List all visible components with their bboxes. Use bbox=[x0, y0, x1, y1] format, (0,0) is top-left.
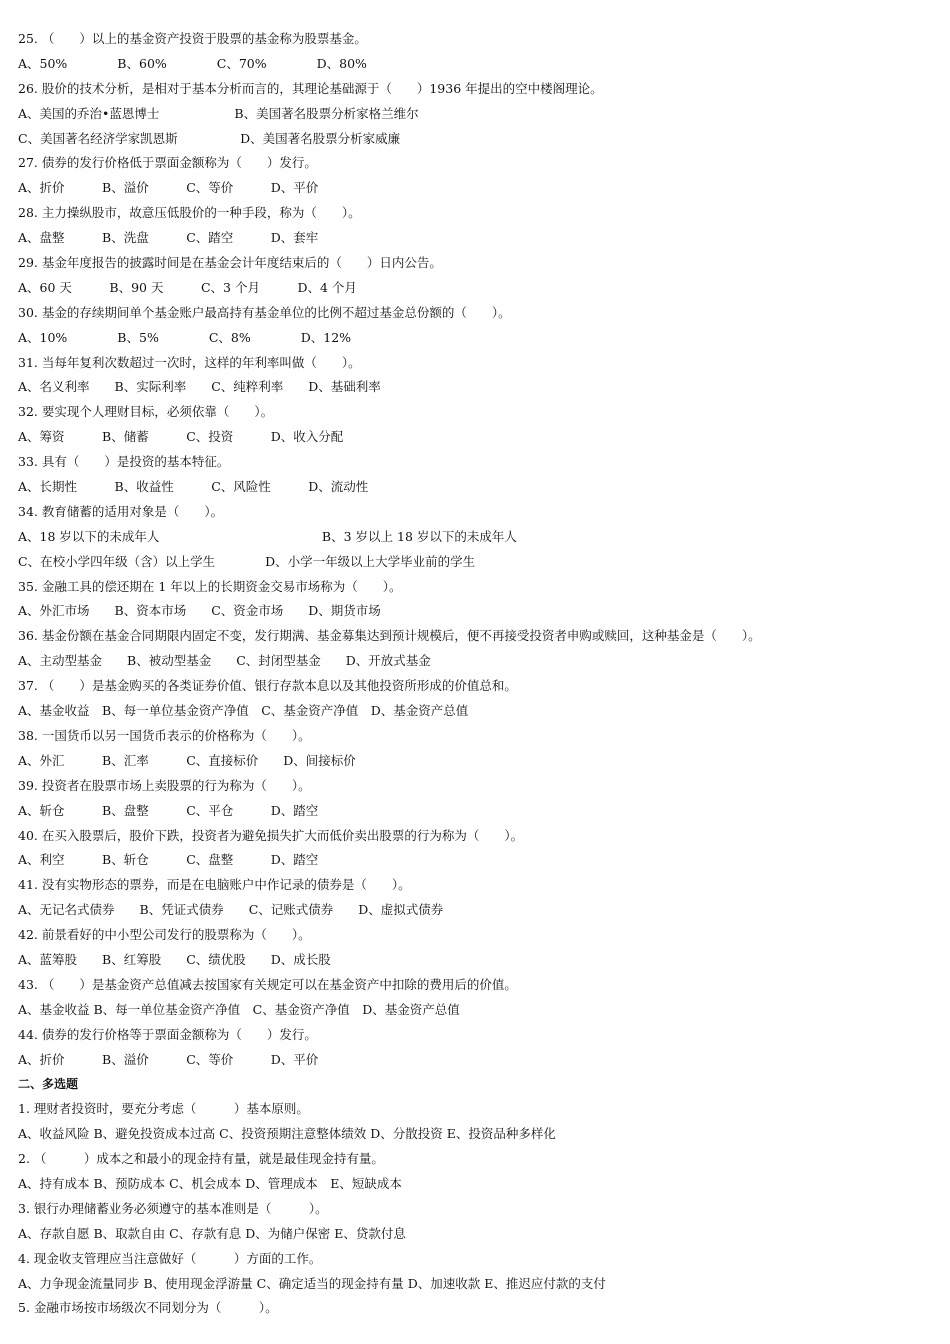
options-39: A、斩仓 B、盘整 C、平仓 D、踏空 bbox=[18, 802, 319, 818]
options-43: A、基金收益 B、每一单位基金资产净值 C、基金资产净值 D、基金资产总值 bbox=[18, 1001, 460, 1017]
question-37: 37. （ ）是基金购买的各类证券价值、银行存款本息以及其他投资所形成的价值总和。 bbox=[18, 678, 517, 694]
multi-options-1: A、收益风险 B、避免投资成本过高 C、投资预期注意整体绩效 D、分散投资 E、投资品种多样化 bbox=[18, 1126, 556, 1142]
question-44: 44. 债券的发行价格等于票面金额称为（ ）发行。 bbox=[18, 1026, 317, 1042]
options-34-cd: C、在校小学四年级（含）以上学生 D、小学一年级以上大学毕业前的学生 bbox=[18, 553, 476, 569]
question-42: 42. 前景看好的中小型公司发行的股票称为（ ）。 bbox=[18, 927, 311, 943]
options-31: A、名义利率 B、实际利率 C、纯粹利率 D、基础利率 bbox=[18, 379, 381, 395]
question-39: 39. 投资者在股票市场上卖股票的行为称为（ ）。 bbox=[18, 777, 311, 793]
multi-question-1: 1. 理财者投资时，要充分考虑（ ）基本原则。 bbox=[18, 1101, 309, 1117]
options-37: A、基金收益 B、每一单位基金资产净值 C、基金资产净值 D、基金资产总值 bbox=[18, 703, 469, 719]
multi-question-2: 2. （ ）成本之和最小的现金持有量，就是最佳现金持有量。 bbox=[18, 1151, 384, 1167]
options-26-ab: A、美国的乔治•蓝恩博士 B、美国著名股票分析家格兰维尔 bbox=[18, 105, 419, 121]
options-33: A、长期性 B、收益性 C、风险性 D、流动性 bbox=[18, 479, 369, 495]
question-33: 33. 具有（ ）是投资的基本特征。 bbox=[18, 454, 230, 470]
options-27: A、折价 B、溢价 C、等价 D、平价 bbox=[18, 180, 319, 196]
multi-question-5: 5. 金融市场按市场级次不同划分为（ ）。 bbox=[18, 1300, 278, 1316]
question-26: 26. 股价的技术分析，是相对于基本分析而言的，其理论基础源于（ ）1936 年提出的空中楼阁理论。 bbox=[18, 80, 603, 96]
options-34-ab: A、18 岁以下的未成年人 B、3 岁以上 18 岁以下的未成年人 bbox=[18, 528, 517, 544]
document-page bbox=[18, 27, 940, 1321]
options-29: A、60 天 B、90 天 C、3 个月 D、4 个月 bbox=[18, 279, 357, 295]
options-28: A、盘整 B、洗盘 C、踏空 D、套牢 bbox=[18, 230, 319, 246]
options-32: A、筹资 B、储蓄 C、投资 D、收入分配 bbox=[18, 429, 344, 445]
multi-question-4: 4. 现金收支管理应当注意做好（ ）方面的工作。 bbox=[18, 1250, 322, 1266]
options-40: A、利空 B、斩仓 C、盘整 D、踏空 bbox=[18, 852, 319, 868]
multi-question-3: 3. 银行办理储蓄业务必须遵守的基本准则是（ ）。 bbox=[18, 1200, 328, 1216]
options-42: A、蓝筹股 B、红筹股 C、绩优股 D、成长股 bbox=[18, 951, 331, 967]
options-38: A、外汇 B、汇率 C、直接标价 D、间接标价 bbox=[18, 752, 356, 768]
question-34: 34. 教育储蓄的适用对象是（ ）。 bbox=[18, 503, 224, 519]
options-44: A、折价 B、溢价 C、等价 D、平价 bbox=[18, 1051, 319, 1067]
multi-options-4: A、力争现金流量同步 B、使用现金浮游量 C、确定适当的现金持有量 D、加速收款 E、推迟应付款的支付 bbox=[18, 1275, 606, 1291]
question-28: 28. 主力操纵股市，故意压低股价的一种手段，称为（ ）。 bbox=[18, 205, 361, 221]
options-41: A、无记名式债券 B、凭证式债券 C、记账式债券 D、虚拟式债券 bbox=[18, 902, 444, 918]
multi-options-2: A、持有成本 B、预防成本 C、机会成本 D、管理成本 E、短缺成本 bbox=[18, 1175, 402, 1191]
question-29: 29. 基金年度报告的披露时间是在基金会计年度结束后的（ ）日内公告。 bbox=[18, 255, 442, 271]
question-40: 40. 在买入股票后，股价下跌，投资者为避免损失扩大而低价卖出股票的行为称为（ ）。 bbox=[18, 827, 524, 843]
question-38: 38. 一国货币以另一国货币表示的价格称为（ ）。 bbox=[18, 727, 311, 743]
question-35: 35. 金融工具的偿还期在 1 年以上的长期资金交易市场称为（ ）。 bbox=[18, 578, 402, 594]
options-30: A、10% B、5% C、8% D、12% bbox=[18, 329, 352, 345]
multi-options-3: A、存款自愿 B、取款自由 C、存款有息 D、为储户保密 E、贷款付息 bbox=[18, 1225, 406, 1241]
question-31: 31. 当每年复利次数超过一次时，这样的年利率叫做（ ）。 bbox=[18, 354, 361, 370]
section-heading-multiple-choice: 二、多选题 bbox=[18, 1077, 79, 1092]
question-43: 43. （ ）是基金资产总值减去按国家有关规定可以在基金资产中扣除的费用后的价值。 bbox=[18, 976, 517, 992]
options-25: A、50% B、60% C、70% D、80% bbox=[18, 55, 367, 71]
question-30: 30. 基金的存续期间单个基金账户最高持有基金单位的比例不超过基金总份额的（ ）。 bbox=[18, 304, 511, 320]
question-41: 41. 没有实物形态的票券，而是在电脑账户中作记录的债券是（ ）。 bbox=[18, 877, 411, 893]
options-26-cd: C、美国著名经济学家凯恩斯 D、美国著名股票分析家威廉 bbox=[18, 130, 401, 146]
options-35: A、外汇市场 B、资本市场 C、资金市场 D、期货市场 bbox=[18, 603, 381, 619]
options-36: A、主动型基金 B、被动型基金 C、封闭型基金 D、开放式基金 bbox=[18, 653, 431, 669]
question-27: 27. 债券的发行价格低于票面金额称为（ ）发行。 bbox=[18, 155, 317, 171]
question-32: 32. 要实现个人理财目标，必须依靠（ ）。 bbox=[18, 404, 274, 420]
question-25: 25. （ ）以上的基金资产投资于股票的基金称为股票基金。 bbox=[18, 31, 367, 46]
question-36: 36. 基金份额在基金合同期限内固定不变，发行期满、基金募集达到预计规模后，便不再接受投资者申购或赎回，这种基金是（ ）。 bbox=[18, 628, 761, 644]
